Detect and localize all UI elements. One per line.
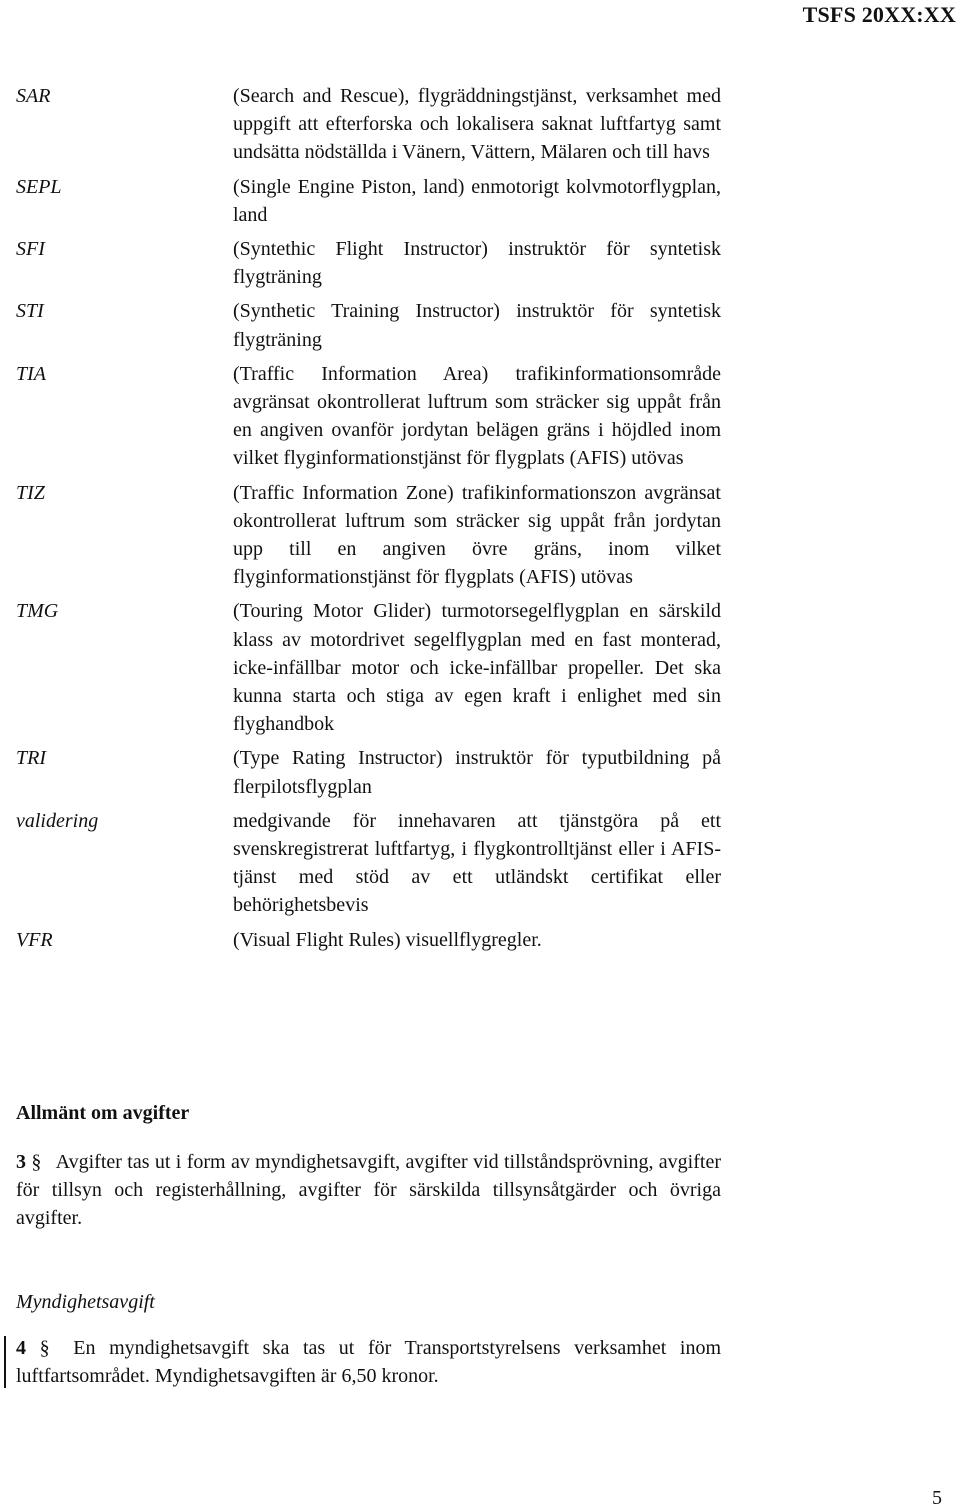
definition-item <box>16 235 736 291</box>
paragraph-text: En myndighetsavgift ska tas ut för Transportstyrelsens verksamhet inom luftfartsområdet. Myndighetsavgiften är 6,50 kronor. <box>16 1337 722 1387</box>
section-symbol: § <box>31 1151 42 1173</box>
definition-item <box>16 360 736 473</box>
page-number: 5 <box>932 1487 942 1509</box>
definition-text: (Traffic Information Area) trafikinformationsområde avgränsat okontrollerat luftrum som sträcker sig uppåt från en angiven ovanför jordytan belägen gräns i höjdled inom vilket flyginformationstjänst för flygplats (AFIS) utövas <box>233 362 721 470</box>
definition-term: TIZ <box>16 481 45 504</box>
definition-item <box>16 744 736 800</box>
paragraph-text: Avgifter tas ut i form av myndighetsavgift, avgifter vid tillståndsprövning, avgifter för tillsyn och registerhållning, avgifter för särskilda tillsynsåtgärder och övriga avgifter. <box>16 1151 721 1229</box>
definition-item <box>16 479 736 592</box>
definition-item <box>16 82 736 167</box>
definition-term: TMG <box>16 600 59 623</box>
definition-item <box>16 597 736 738</box>
definition-item <box>16 173 736 229</box>
paragraph-section-4 <box>16 1334 721 1390</box>
paragraph-section-3 <box>16 1148 721 1232</box>
section-heading-fees: Allmänt om avgifter <box>16 1102 190 1124</box>
definition-term: TRI <box>16 747 46 770</box>
change-bar <box>4 1336 6 1388</box>
definition-term: TIA <box>16 362 46 385</box>
definitions-list <box>16 82 736 960</box>
definition-term: SEPL <box>16 175 62 198</box>
subheading-authority-fee: Myndighetsavgift <box>16 1291 155 1313</box>
section-number: 4 <box>16 1337 26 1359</box>
definition-text: (Visual Flight Rules) visuellflygregler. <box>233 928 542 951</box>
document-id: TSFS 20XX:XX <box>802 2 956 27</box>
definition-term: validering <box>16 809 99 832</box>
section-symbol: § <box>39 1337 50 1359</box>
definition-text: (Syntethic Flight Instructor) instruktör för syntetisk flygträning <box>233 238 721 289</box>
definition-item <box>16 807 736 920</box>
definition-term: STI <box>16 300 44 323</box>
definition-text: (Single Engine Piston, land) enmotorigt kolvmotorflygplan, land <box>233 175 721 226</box>
definition-term: SAR <box>16 85 51 107</box>
section-number: 3 <box>16 1151 26 1173</box>
definition-text: (Traffic Information Zone) trafikinformationszon avgränsat okontrollerat luftrum som sträcker sig uppåt från jordytan upp till en angiven övre gräns, inom vilket flyginformationstjänst för flygplats (AFIS) utövas <box>233 481 721 589</box>
definition-term: SFI <box>16 238 45 261</box>
definition-text: (Search and Rescue), flygräddningstjänst, verksamhet med uppgift att efterforska och lokalisera saknat luftfartyg samt undsätta nödställda i Vänern, Vättern, Mälaren och till havs <box>233 85 721 164</box>
definition-text: (Synthetic Training Instructor) instruktör för syntetisk flygträning <box>233 300 721 351</box>
definition-text: (Type Rating Instructor) instruktör för typutbildning på flerpilotsflygplan <box>233 747 721 798</box>
definition-item <box>16 297 736 353</box>
definition-term: VFR <box>16 928 53 951</box>
definition-item <box>16 926 736 954</box>
definition-text: medgivande för innehavaren att tjänstgöra på ett svenskregistrerat luftfartyg, i flygkontrolltjänst eller i AFIS-tjänst med stöd av ett utländskt certifikat eller behörighetsbevis <box>233 809 721 917</box>
definition-text: (Touring Motor Glider) turmotorsegelflygplan en särskild klass av motordrivet segelflygplan med en fast monterad, icke-infällbar motor och icke-infällbar propeller. Det ska kunna starta och stiga av egen kraft i enlighet med sin flyghandbok <box>233 600 721 736</box>
